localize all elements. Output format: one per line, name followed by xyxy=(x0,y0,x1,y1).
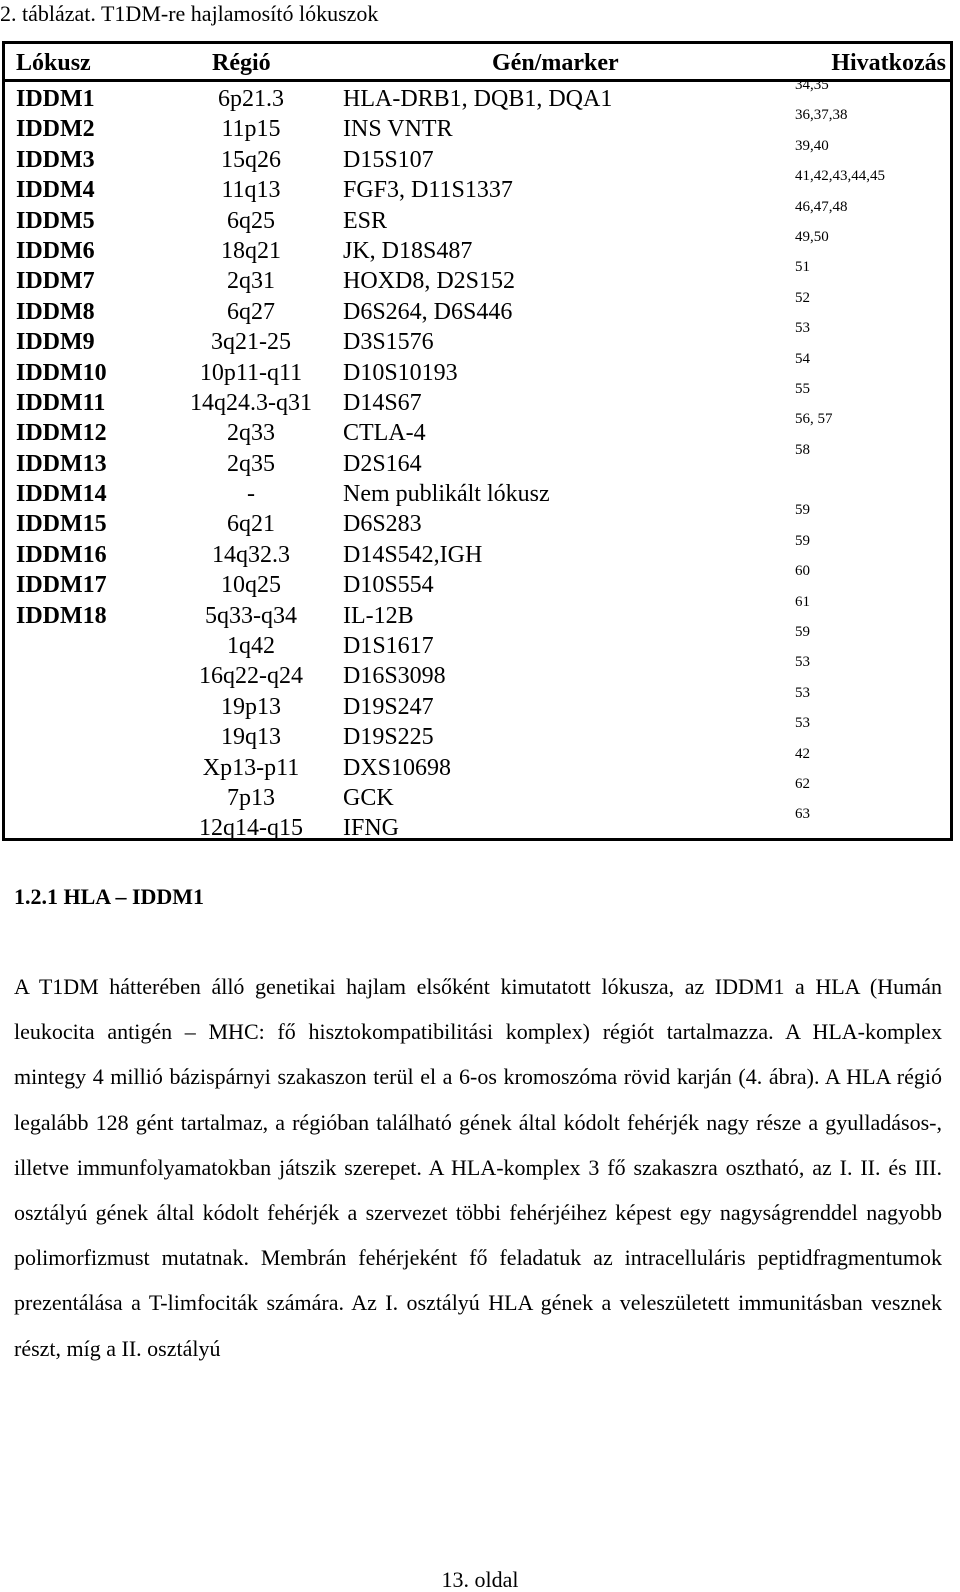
cell-regio: 7p13 xyxy=(227,784,275,811)
cell-gen-marker: D14S67 xyxy=(343,389,422,416)
cell-regio: 19p13 xyxy=(221,693,281,720)
cell-hivatkozas: 49,50 xyxy=(795,228,829,245)
cell-gen-marker: D6S283 xyxy=(343,511,422,538)
cell-gen-marker: GCK xyxy=(343,784,394,811)
cell-lokusz: IDDM4 xyxy=(16,177,95,204)
cell-hivatkozas: 42 xyxy=(795,745,810,762)
cell-regio: 2q35 xyxy=(227,450,275,477)
cell-regio: 12q14-q15 xyxy=(199,815,303,842)
cell-hivatkozas: 59 xyxy=(795,624,810,641)
cell-gen-marker: HLA-DRB1, DQB1, DQA1 xyxy=(343,86,613,112)
cell-gen-marker: D10S554 xyxy=(343,572,434,599)
cell-regio: 14q32.3 xyxy=(212,541,290,568)
cell-lokusz: IDDM18 xyxy=(16,602,107,629)
table-row xyxy=(5,441,950,479)
cell-hivatkozas: 59 xyxy=(795,532,810,549)
cell-lokusz: IDDM10 xyxy=(16,359,107,386)
cell-lokusz: IDDM6 xyxy=(16,237,95,264)
cell-lokusz: IDDM1 xyxy=(16,86,95,112)
cell-lokusz: IDDM12 xyxy=(16,420,107,447)
cell-hivatkozas: 54 xyxy=(795,350,810,367)
cell-lokusz: IDDM2 xyxy=(16,116,95,143)
cell-lokusz: IDDM15 xyxy=(16,511,107,538)
cell-lokusz: IDDM11 xyxy=(16,389,106,416)
cell-regio: 6q27 xyxy=(227,298,275,325)
cell-gen-marker: D3S1576 xyxy=(343,329,434,356)
cell-lokusz: IDDM5 xyxy=(16,207,95,234)
cell-regio: 1q42 xyxy=(227,633,275,660)
cell-lokusz: IDDM13 xyxy=(16,450,107,477)
cell-regio: 6q21 xyxy=(227,511,275,538)
cell-gen-marker: D14S542,IGH xyxy=(343,541,483,568)
cell-regio: - xyxy=(247,481,255,508)
cell-hivatkozas: 58 xyxy=(795,441,810,458)
cell-regio: 2q33 xyxy=(227,420,275,447)
cell-regio: 5q33-q34 xyxy=(205,602,297,629)
cell-hivatkozas: 34,35 xyxy=(795,77,829,93)
cell-hivatkozas: 52 xyxy=(795,289,810,306)
cell-regio: 14q24.3-q31 xyxy=(190,389,312,416)
cell-regio: 18q21 xyxy=(221,237,281,264)
cell-regio: 15q26 xyxy=(221,146,281,173)
cell-gen-marker: ESR xyxy=(343,207,388,234)
cell-lokusz: IDDM3 xyxy=(16,146,95,173)
cell-regio: 11q13 xyxy=(221,177,281,204)
cell-regio: 11p15 xyxy=(221,116,281,143)
cell-regio: Xp13-p11 xyxy=(202,754,300,781)
cell-hivatkozas: 46,47,48 xyxy=(795,198,848,215)
cell-hivatkozas: 61 xyxy=(795,593,810,610)
cell-hivatkozas: 51 xyxy=(795,259,810,276)
cell-lokusz: IDDM9 xyxy=(16,329,95,356)
cell-hivatkozas: 62 xyxy=(795,775,810,792)
cell-gen-marker: D19S225 xyxy=(343,724,434,751)
cell-gen-marker: D19S247 xyxy=(343,693,434,720)
cell-gen-marker: IL-12B xyxy=(343,602,414,629)
cell-gen-marker: D1S1617 xyxy=(343,633,434,660)
cell-regio: 3q21-25 xyxy=(211,329,291,356)
cell-gen-marker: D15S107 xyxy=(343,146,434,173)
cell-gen-marker: D2S164 xyxy=(343,450,422,477)
cell-regio: 10q25 xyxy=(221,572,281,599)
table-row xyxy=(5,806,950,843)
section-title: 1.2.1 HLA – IDDM1 xyxy=(14,884,205,909)
cell-hivatkozas: 60 xyxy=(795,563,810,580)
cell-gen-marker: DXS10698 xyxy=(343,754,452,781)
cell-gen-marker: D16S3098 xyxy=(343,663,446,690)
cell-regio: 10p11-q11 xyxy=(199,359,303,386)
cell-lokusz: IDDM8 xyxy=(16,298,95,325)
header-lokusz: Lókusz xyxy=(16,50,91,76)
cell-hivatkozas: 59 xyxy=(795,502,810,519)
header-hivatkozas: Hivatkozás xyxy=(831,50,946,76)
cell-lokusz: IDDM16 xyxy=(16,541,107,568)
cell-gen-marker: D10S10193 xyxy=(343,359,458,386)
cell-gen-marker: HOXD8, D2S152 xyxy=(343,268,516,295)
header-gen-marker: Gén/marker xyxy=(492,50,619,76)
page-number: 13. oldal xyxy=(441,1567,519,1592)
loci-table xyxy=(2,41,953,841)
cell-hivatkozas: 55 xyxy=(795,380,810,397)
cell-regio: 19q13 xyxy=(221,724,281,751)
cell-gen-marker: FGF3, D11S1337 xyxy=(343,177,513,204)
cell-hivatkozas: 53 xyxy=(795,715,810,732)
cell-hivatkozas: 56, 57 xyxy=(795,411,833,428)
cell-hivatkozas: 53 xyxy=(795,684,810,701)
body-paragraph: A T1DM hátterében álló genetikai hajlam elsőként kimutatott lókusza, az IDDM1 a HLA (Humán leukocita antigén – MHC: fő hisztokompatibilitási komplex) régiót tartalmazza. A HLA-komplex mintegy 4 millió bázispárnyi szakaszon terül el a 6-os kromoszóma rövid karján (4. ábra). A HLA régió legalább 128 gént tartalmaz, a régióban található gének által kódolt fehérjék nagy része a gyulladásos-, illetve immunfolyamatokban játszik szerepet. A HLA-komplex 3 fő szakaszra osztható, az I. II. és III. osztályú gének által kódolt fehérjék a szervezet többi fehérjéihez képest egy nagyságrenddel nagyobb polimorfizmust mutatnak. Membrán fehérjeként fő feladatuk az intracelluláris peptidfragmentumok prezentálása a T-limfociták számára. Az I. osztályú HLA gének a veleszületett immunitásban vesznek részt, míg a II. osztályú xyxy=(14,974,942,1361)
table-caption: 2. táblázat. T1DM-re hajlamosító lókuszok xyxy=(0,1,379,26)
cell-gen-marker: JK, D18S487 xyxy=(343,237,473,264)
cell-lokusz: IDDM14 xyxy=(16,481,107,508)
table-body xyxy=(5,77,950,844)
cell-hivatkozas: 36,37,38 xyxy=(795,107,848,124)
cell-regio: 6p21.3 xyxy=(218,86,284,112)
cell-gen-marker: IFNG xyxy=(343,815,400,842)
cell-hivatkozas: 63 xyxy=(795,806,810,823)
cell-regio: 6q25 xyxy=(227,207,275,234)
cell-hivatkozas: 53 xyxy=(795,320,810,337)
cell-hivatkozas: 39,40 xyxy=(795,137,829,154)
cell-regio: 2q31 xyxy=(227,268,275,295)
cell-hivatkozas: 41,42,43,44,45 xyxy=(795,168,885,185)
header-regio: Régió xyxy=(212,50,271,76)
cell-hivatkozas: 53 xyxy=(795,654,810,671)
cell-regio: 16q22-q24 xyxy=(199,663,303,690)
cell-gen-marker: CTLA-4 xyxy=(343,420,426,447)
cell-gen-marker: INS VNTR xyxy=(343,116,453,143)
cell-lokusz: IDDM7 xyxy=(16,268,95,295)
cell-gen-marker: Nem publikált lókusz xyxy=(343,481,550,508)
cell-lokusz: IDDM17 xyxy=(16,572,107,599)
cell-gen-marker: D6S264, D6S446 xyxy=(343,298,513,325)
